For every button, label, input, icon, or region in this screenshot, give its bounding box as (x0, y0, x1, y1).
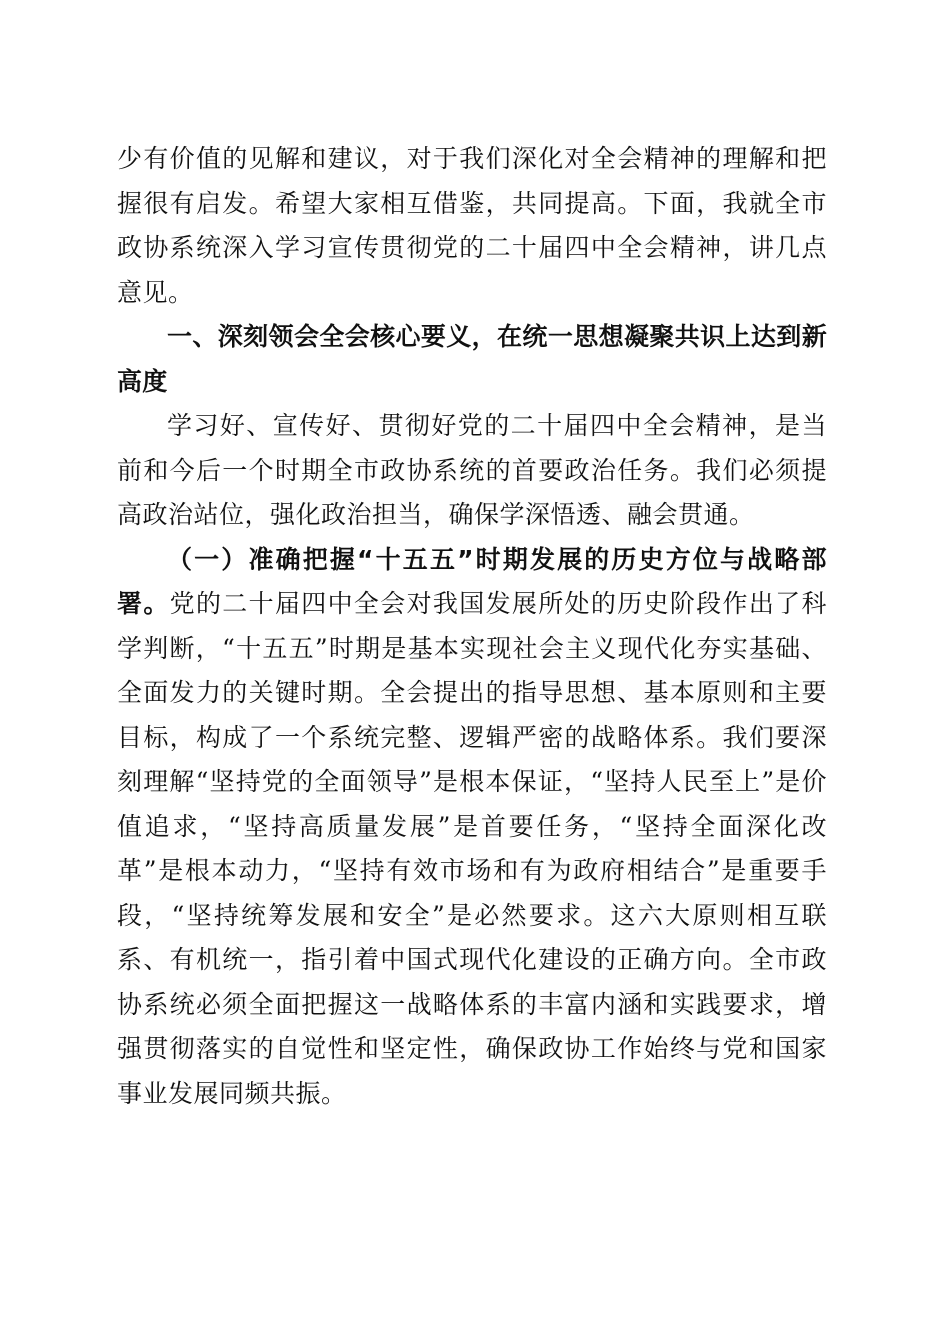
subsection-body: 党的二十届四中全会对我国发展所处的历史阶段作出了科学判断，“十五五”时期是基本实现社会主义现代化夯实基础、全面发力的关键时期。全会提出的指导思想、基本原则和主要目标，构成了一个系统完整、逻辑严密的战略体系。我们要深刻理解“坚持党的全面领导”是根本保证，“坚持人民至上”是价值追求，“坚持高质量发展”是首要任务，“坚持全面深化改革”是根本动力，“坚持有效市场和有为政府相结合”是重要手段，“坚持统筹发展和安全”是必然要求。这六大原则相互联系、有机统一，指引着中国式现代化建设的正确方向。全市政协系统必须全面把握这一战略体系的丰富内涵和实践要求，增强贯彻落实的自觉性和坚定性，确保政协工作始终与党和国家事业发展同频共振。 (117, 589, 827, 1108)
intro-paragraph: 学习好、宣传好、贯彻好党的二十届四中全会精神，是当前和今后一个时期全市政协系统的首要政治任务。我们必须提高政治站位，强化政治担当，确保学深悟透、融会贯通。 (117, 411, 827, 529)
subsection-title: （一）准确把握“十五五”时期发展的历史方位与战略部署。 (117, 544, 827, 618)
continuation-paragraph: 少有价值的见解和建议，对于我们深化对全会精神的理解和把握很有启发。希望大家相互借鉴，共同提高。下面，我就全市政协系统深入学习宣传贯彻党的二十届四中全会精神，讲几点意见。 (117, 144, 827, 307)
document-body (117, 137, 827, 1116)
section-heading: 一、深刻领会全会核心要义，在统一思想凝聚共识上达到新高度 (117, 322, 827, 396)
subsection-paragraph (117, 538, 827, 1117)
